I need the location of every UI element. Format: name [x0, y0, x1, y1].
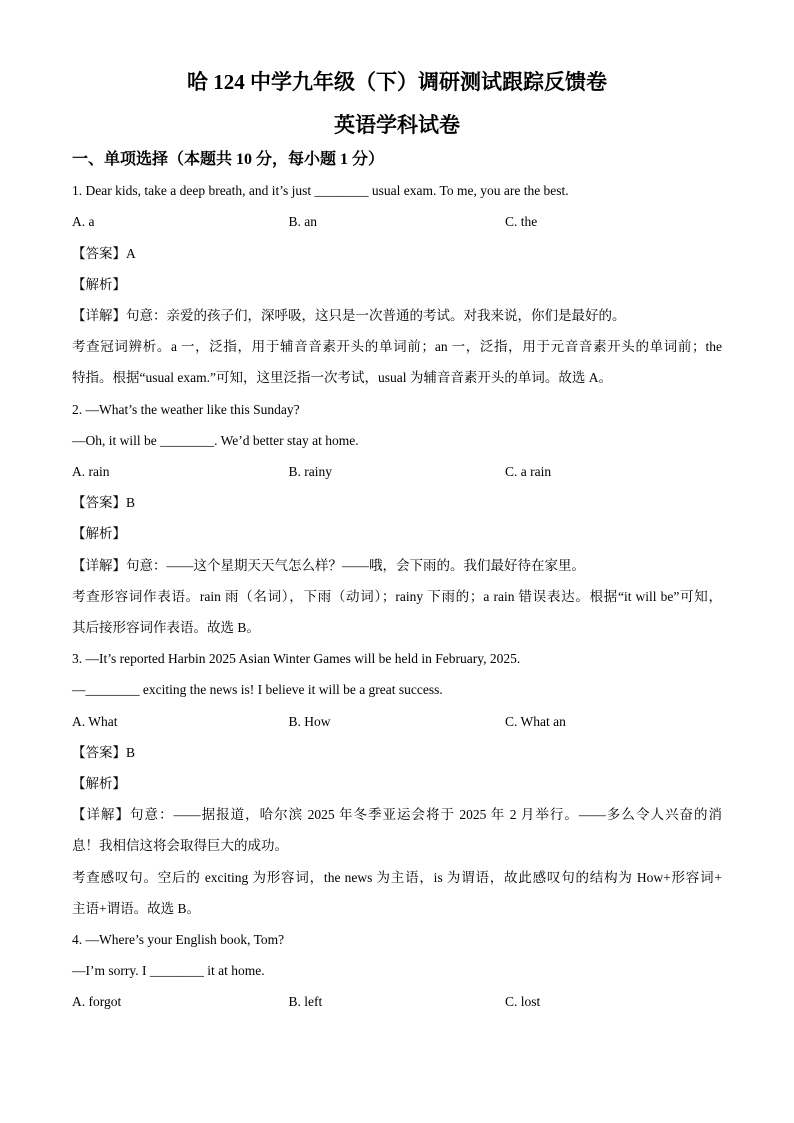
answer-line: [72, 737, 722, 768]
question-4: [72, 924, 722, 1018]
option-c: C. lost: [505, 994, 541, 1010]
option-a: A. forgot: [72, 994, 122, 1010]
analysis-label: 【解析】: [72, 776, 126, 792]
options-row: [72, 706, 722, 737]
exam-subtitle: 英语学科试卷: [334, 113, 460, 137]
answer-label: 【答案】: [72, 245, 126, 261]
question-stem: —________ exciting the news is! I believe it will be a great success.: [72, 682, 443, 698]
explanation-line: 【详解】句意：——据报道，哈尔滨 2025 年冬季亚运会将于 2025 年 2 月举行。——多么令人兴奋的消: [72, 807, 722, 823]
option-b: B. rainy: [288, 464, 332, 480]
exam-title: 哈 124 中学九年级（下）调研测试跟踪反馈卷: [187, 70, 607, 94]
analysis-label: 【解析】: [72, 276, 126, 292]
answer-value: B: [126, 744, 136, 760]
option-b: B. left: [288, 994, 323, 1010]
question-stem: —I’m sorry. I ________ it at home.: [72, 963, 265, 979]
question-stem: 4. —Where’s your English book, Tom?: [72, 932, 285, 948]
explanation-line: 【详解】句意：——这个星期天天气怎么样？——哦，会下雨的。我们最好待在家里。: [72, 557, 585, 573]
option-a: A. What: [72, 713, 118, 729]
explanation-line: 考查感叹句。空后的 exciting 为形容词，the news 为主语，is 为谓语，故此感叹句的结构为 How+形容词+: [72, 869, 722, 885]
answer-value: A: [126, 245, 136, 261]
answer-label: 【答案】: [72, 744, 126, 760]
option-c: C. the: [505, 214, 538, 230]
answer-value: B: [126, 495, 136, 511]
question-3: [72, 643, 722, 924]
explanation-line: 其后接形容词作表语。故选 B。: [72, 620, 260, 636]
option-b: B. How: [288, 713, 331, 729]
question-stem: 1. Dear kids, take a deep breath, and it’s just ________ usual exam. To me, you are the best.: [72, 183, 569, 199]
option-b: B. an: [288, 214, 317, 230]
options-row: [72, 986, 722, 1017]
explanation-line: 息！我相信这将会取得巨大的成功。: [72, 838, 288, 854]
option-c: C. a rain: [505, 464, 552, 480]
options-row: [72, 206, 722, 237]
explanation-line: 考查冠词辨析。a 一，泛指，用于辅音音素开头的单词前；an 一，泛指，用于元音音素开头的单词前；the: [72, 339, 722, 355]
option-c: C. What an: [505, 713, 566, 729]
section-heading: 一、单项选择（本题共 10 分，每小题 1 分）: [72, 151, 385, 168]
answer-label: 【答案】: [72, 495, 126, 511]
analysis-label: 【解析】: [72, 526, 126, 542]
answer-line: [72, 487, 722, 518]
option-a: A. rain: [72, 464, 110, 480]
explanation-line: 【详解】句意：亲爱的孩子们，深呼吸，这只是一次普通的考试。对我来说，你们是最好的。: [72, 308, 626, 324]
options-row: [72, 456, 722, 487]
answer-line: [72, 238, 722, 269]
question-stem: —Oh, it will be ________. We’d better stay at home.: [72, 432, 359, 448]
question-stem: 2. —What’s the weather like this Sunday?: [72, 401, 300, 417]
question-2: [72, 394, 722, 644]
question-1: [72, 175, 722, 393]
explanation-line: 考查形容词作表语。rain 雨（名词），下雨（动词）；rainy 下雨的；a rain 错误表达。根据“it will be”可知，: [72, 588, 722, 604]
explanation-line: 特指。根据“usual exam.”可知，这里泛指一次考试，usual 为辅音音素开头的单词。故选 A。: [72, 370, 612, 386]
explanation-line: 主语+谓语。故选 B。: [72, 900, 200, 916]
question-stem: 3. —It’s reported Harbin 2025 Asian Winter Games will be held in February, 2025.: [72, 651, 521, 667]
option-a: A. a: [72, 214, 95, 230]
